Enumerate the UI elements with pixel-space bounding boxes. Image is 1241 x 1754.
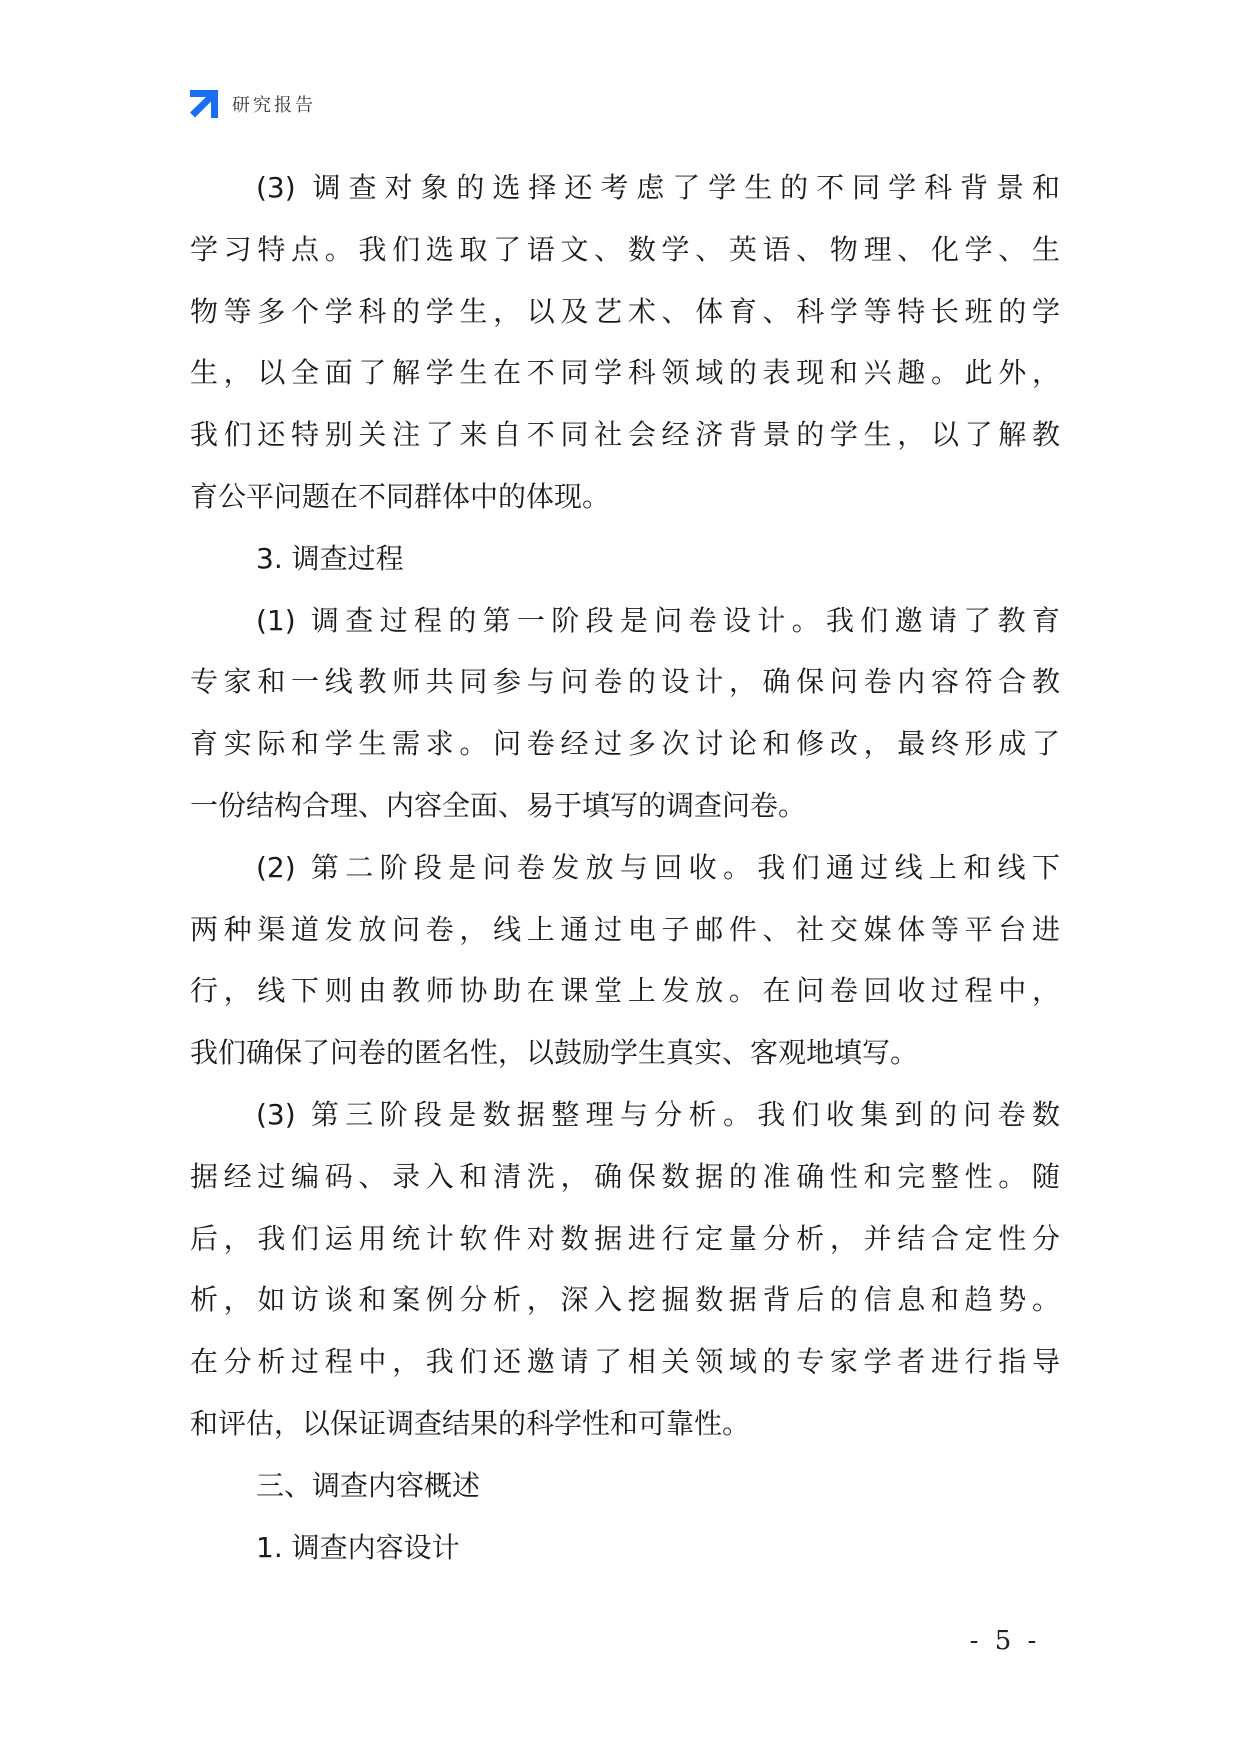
text-line: 据经过编码、录入和清洗，确保数据的准确性和完整性。随 xyxy=(190,1159,1060,1193)
text-line: 在分析过程中，我们还邀请了相关领域的专家学者进行指导 xyxy=(190,1345,1060,1379)
text-line: 学习特点。我们选取了语文、数学、英语、物理、化学、生 xyxy=(190,232,1060,266)
text-line: 育公平问题在不同群体中的体现。 xyxy=(190,479,611,513)
document-body xyxy=(190,157,1060,1578)
text-line: 一份结构合理、内容全面、易于填写的调查问卷。 xyxy=(190,788,807,822)
text-line: (2) 第二阶段是问卷发放与回收。我们通过线上和线下 xyxy=(256,850,1060,884)
text-line: (3) 第三阶段是数据整理与分析。我们收集到的问卷数 xyxy=(256,1097,1060,1131)
text-line: 我们还特别关注了来自不同社会经济背景的学生，以了解教 xyxy=(190,418,1060,452)
page-number: - 5 - xyxy=(969,1626,1041,1656)
page-header xyxy=(188,86,316,122)
section-heading: 3. 调查过程 xyxy=(256,541,404,575)
text-line: 后，我们运用统计软件对数据进行定量分析，并结合定性分 xyxy=(190,1221,1060,1255)
report-label: 研究报告 xyxy=(232,95,316,116)
text-line: 析，如访谈和案例分析，深入挖掘数据背后的信息和趋势。 xyxy=(190,1283,1060,1317)
text-line: 专家和一线教师共同参与问卷的设计，确保问卷内容符合教 xyxy=(190,665,1060,699)
text-line: 行，线下则由教师协助在课堂上发放。在问卷回收过程中， xyxy=(190,974,1060,1008)
text-line: 物等多个学科的学生，以及艺术、体育、科学等特长班的学 xyxy=(190,294,1060,328)
text-line: (3) 调查对象的选择还考虑了学生的不同学科背景和 xyxy=(256,171,1060,204)
chapter-heading: 三、调查内容概述 xyxy=(256,1468,481,1502)
text-line: 生，以全面了解学生在不同学科领域的表现和兴趣。此外， xyxy=(190,356,1060,390)
arrow-logo-icon xyxy=(188,88,220,120)
text-line: 两种渠道发放问卷，线上通过电子邮件、社交媒体等平台进 xyxy=(190,912,1060,946)
section-heading: 1. 调查内容设计 xyxy=(256,1530,460,1564)
text-line: (1) 调查过程的第一阶段是问卷设计。我们邀请了教育 xyxy=(256,603,1060,637)
text-line: 我们确保了问卷的匿名性，以鼓励学生真实、客观地填写。 xyxy=(190,1036,919,1070)
text-line: 和评估，以保证调查结果的科学性和可靠性。 xyxy=(190,1406,751,1440)
text-line: 育实际和学生需求。问卷经过多次讨论和修改，最终形成了 xyxy=(190,727,1060,761)
